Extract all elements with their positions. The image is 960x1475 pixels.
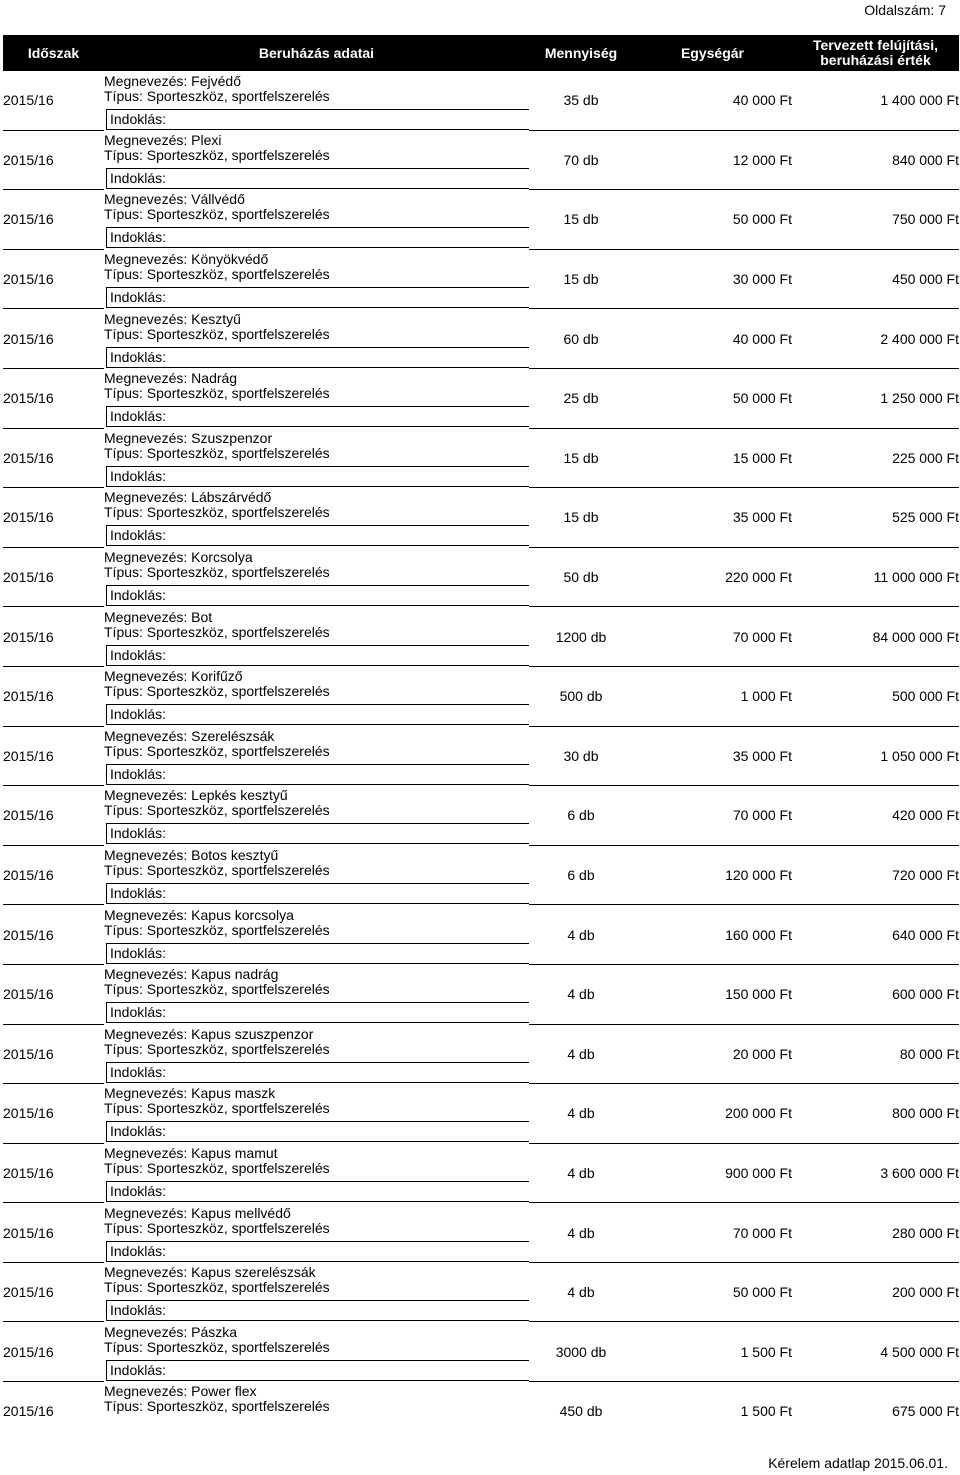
item-name: [104, 74, 529, 89]
item-type: Típus: Sporteszköz, sportfelszerelés: [104, 206, 330, 223]
name-label: Megnevezés:: [104, 191, 192, 208]
item-type: Típus: Sporteszköz, sportfelszerelés: [104, 564, 330, 581]
header-total-line2: beruházási érték: [820, 52, 931, 68]
total-cell: 225 000 Ft: [792, 428, 959, 488]
name-value: Bot: [191, 608, 213, 625]
name-label: Megnevezés:: [104, 131, 192, 148]
quantity-cell: 4 db: [529, 1024, 633, 1084]
table-row: [3, 249, 959, 309]
item-reason: Indoklás:: [106, 347, 529, 368]
quantity-cell: 15 db: [529, 488, 633, 548]
total-cell: 800 000 Ft: [792, 1084, 959, 1144]
item-name: [104, 1384, 529, 1399]
unit-price-cell: 70 000 Ft: [633, 1203, 792, 1263]
name-value: Lábszárvédő: [191, 489, 272, 506]
item-reason: Indoklás:: [106, 1002, 529, 1023]
item-name: [104, 490, 529, 505]
quantity-cell: 500 db: [529, 666, 633, 726]
table-row: [3, 845, 959, 905]
name-label: Megnevezés:: [104, 906, 192, 923]
table-row: [3, 1262, 959, 1322]
name-value: Kapus maszk: [191, 1085, 276, 1102]
item-name: [104, 133, 529, 148]
name-label: Megnevezés:: [104, 787, 192, 804]
total-cell: 1 400 000 Ft: [792, 71, 959, 130]
item-name: [104, 788, 529, 803]
table-row: [3, 726, 959, 786]
period-cell: 2015/16: [3, 666, 104, 726]
header-total: [792, 35, 959, 71]
period-cell: 2015/16: [3, 1262, 104, 1322]
item-reason: Indoklás:: [106, 764, 529, 785]
quantity-cell: 4 db: [529, 964, 633, 1024]
item-name: [104, 1146, 529, 1161]
details-cell: [104, 547, 529, 607]
period-cell: 2015/16: [3, 1024, 104, 1084]
name-label: Megnevezés:: [104, 1085, 192, 1102]
unit-price-cell: 40 000 Ft: [633, 309, 792, 369]
name-label: Megnevezés:: [104, 549, 192, 566]
item-type: Típus: Sporteszköz, sportfelszerelés: [104, 1100, 330, 1117]
details-cell: [104, 368, 529, 428]
unit-price-cell: 15 000 Ft: [633, 428, 792, 488]
item-name: [104, 252, 529, 267]
table-row: [3, 1203, 959, 1263]
details-cell: [104, 1262, 529, 1322]
total-cell: 420 000 Ft: [792, 786, 959, 846]
name-label: Megnevezés:: [104, 489, 192, 506]
name-label: Megnevezés:: [104, 1204, 192, 1221]
name-value: Könyökvédő: [191, 251, 269, 268]
unit-price-cell: 1 500 Ft: [740, 1403, 792, 1420]
item-name: [104, 669, 529, 684]
period-cell: 2015/16: [3, 309, 104, 369]
quantity-cell: 15 db: [529, 190, 633, 250]
period-cell: 2015/16: [3, 428, 104, 488]
details-cell: [104, 1084, 529, 1144]
period-cell: 2015/16: [3, 845, 104, 905]
item-reason: Indoklás:: [106, 1360, 529, 1381]
item-name: [104, 729, 529, 744]
item-reason: Indoklás:: [106, 168, 529, 189]
unit-price-cell: 20 000 Ft: [633, 1024, 792, 1084]
unit-price-cell: 35 000 Ft: [633, 726, 792, 786]
total-cell: 11 000 000 Ft: [792, 547, 959, 607]
item-name: [104, 312, 529, 327]
total-cell: 80 000 Ft: [792, 1024, 959, 1084]
quantity-cell: 450 db: [559, 1403, 603, 1420]
quantity-cell: 4 db: [529, 1262, 633, 1322]
details-cell: [104, 666, 529, 726]
total-cell: 840 000 Ft: [792, 130, 959, 190]
details-cell: [104, 249, 529, 309]
table-row: [3, 190, 959, 250]
name-value: Nadrág: [191, 370, 238, 387]
name-value: Lepkés kesztyű: [191, 787, 288, 804]
item-name: [104, 371, 529, 386]
name-value: Kapus mamut: [191, 1144, 278, 1161]
name-value: Kapus nadrág: [191, 966, 279, 983]
table-row: [3, 368, 959, 428]
period-cell: 2015/16: [3, 71, 104, 130]
period-cell: 2015/16: [3, 905, 104, 965]
details-cell: [104, 845, 529, 905]
total-cell: 675 000 Ft: [892, 1403, 959, 1420]
quantity-cell: 15 db: [529, 249, 633, 309]
item-type: Típus: Sporteszköz, sportfelszerelés: [104, 683, 330, 700]
item-reason: Indoklás:: [106, 525, 529, 546]
item-type: Típus: Sporteszköz, sportfelszerelés: [104, 1279, 330, 1296]
period-cell: 2015/16: [3, 726, 104, 786]
name-value: Fejvédő: [191, 72, 241, 89]
details-cell: [104, 607, 529, 667]
quantity-cell: 4 db: [529, 1084, 633, 1144]
period-cell: 2015/16: [3, 190, 104, 250]
item-reason: Indoklás:: [106, 406, 529, 427]
quantity-cell: 50 db: [529, 547, 633, 607]
item-type: Típus: Sporteszköz, sportfelszerelés: [104, 742, 330, 759]
details-cell: [104, 1024, 529, 1084]
name-value: Kapus szuszpenzor: [191, 1025, 314, 1042]
quantity-cell: 35 db: [529, 71, 633, 130]
details-cell: [104, 1203, 529, 1263]
table-row: [3, 71, 959, 130]
item-reason: Indoklás:: [106, 287, 529, 308]
unit-price-cell: 150 000 Ft: [633, 964, 792, 1024]
total-cell: 1 250 000 Ft: [792, 368, 959, 428]
name-value: Power flex: [191, 1383, 257, 1400]
item-type: Típus: Sporteszköz, sportfelszerelés: [104, 325, 330, 342]
item-reason: Indoklás:: [106, 645, 529, 666]
unit-price-cell: 120 000 Ft: [633, 845, 792, 905]
item-name: [104, 1086, 529, 1101]
name-label: Megnevezés:: [104, 251, 192, 268]
details-cell: [104, 130, 529, 190]
period-cell: 2015/16: [3, 1403, 54, 1420]
period-cell: 2015/16: [3, 1143, 104, 1203]
page-number: Oldalszám: 7: [864, 2, 946, 18]
item-name: [104, 908, 529, 923]
table-row: [3, 309, 959, 369]
item-type: Típus: Sporteszköz, sportfelszerelés: [104, 1338, 330, 1355]
total-cell: 3 600 000 Ft: [792, 1143, 959, 1203]
quantity-cell: 4 db: [529, 1203, 633, 1263]
quantity-cell: 6 db: [529, 786, 633, 846]
unit-price-cell: 900 000 Ft: [633, 1143, 792, 1203]
item-reason: Indoklás:: [106, 704, 529, 725]
unit-price-cell: 30 000 Ft: [633, 249, 792, 309]
quantity-cell: 70 db: [529, 130, 633, 190]
details-cell: [104, 905, 529, 965]
details-cell: [104, 309, 529, 369]
period-cell: 2015/16: [3, 488, 104, 548]
table-row: [3, 666, 959, 726]
item-type: Típus: Sporteszköz, sportfelszerelés: [104, 504, 330, 521]
item-name: [104, 848, 529, 863]
item-type: Típus: Sporteszköz, sportfelszerelés: [104, 87, 330, 104]
total-cell: 4 500 000 Ft: [792, 1322, 959, 1382]
item-reason: Indoklás:: [106, 1181, 529, 1202]
item-reason: Indoklás:: [106, 227, 529, 248]
table-row: [3, 1322, 959, 1382]
table-row: [3, 547, 959, 607]
period-cell: 2015/16: [3, 1084, 104, 1144]
header-period: Időszak: [3, 35, 104, 71]
details-cell: [104, 726, 529, 786]
item-reason: Indoklás:: [106, 466, 529, 487]
item-type: Típus: Sporteszköz, sportfelszerelés: [104, 1159, 330, 1176]
item-type: Típus: Sporteszköz, sportfelszerelés: [104, 802, 330, 819]
header-total-line1: Tervezett felújítási,: [812, 37, 938, 53]
name-label: Megnevezés:: [104, 847, 192, 864]
unit-price-cell: 220 000 Ft: [633, 547, 792, 607]
item-name: [104, 431, 529, 446]
table-row: [3, 1143, 959, 1203]
name-label: Megnevezés:: [104, 429, 192, 446]
item-type: Típus: Sporteszköz, sportfelszerelés: [104, 1040, 330, 1057]
item-name: [104, 967, 529, 982]
unit-price-cell: 12 000 Ft: [633, 130, 792, 190]
unit-price-cell: 1 000 Ft: [633, 666, 792, 726]
details-cell: [104, 428, 529, 488]
unit-price-cell: 1 500 Ft: [633, 1322, 792, 1382]
item-reason: Indoklás:: [106, 1121, 529, 1142]
quantity-cell: 1200 db: [529, 607, 633, 667]
total-cell: 720 000 Ft: [792, 845, 959, 905]
investment-table: [3, 35, 959, 1441]
period-cell: 2015/16: [3, 964, 104, 1024]
total-cell: 84 000 000 Ft: [792, 607, 959, 667]
unit-price-cell: 35 000 Ft: [633, 488, 792, 548]
item-reason: Indoklás:: [106, 1241, 529, 1262]
period-cell: 2015/16: [3, 1322, 104, 1382]
unit-price-cell: 70 000 Ft: [633, 786, 792, 846]
name-value: Vállvédő: [191, 191, 245, 208]
quantity-cell: 60 db: [529, 309, 633, 369]
unit-price-cell: 40 000 Ft: [633, 71, 792, 130]
name-value: Kapus szerelészsák: [191, 1264, 316, 1281]
item-type: Típus: Sporteszköz, sportfelszerelés: [104, 1219, 330, 1236]
total-cell: 1 050 000 Ft: [792, 726, 959, 786]
name-value: Plexi: [191, 131, 222, 148]
quantity-cell: 4 db: [529, 1143, 633, 1203]
table-row: [3, 1024, 959, 1084]
details-cell: [104, 190, 529, 250]
footer-date: Kérelem adatlap 2015.06.01.: [768, 1455, 948, 1471]
name-value: Kapus mellvédő: [191, 1204, 291, 1221]
total-cell: 200 000 Ft: [792, 1262, 959, 1322]
period-cell: 2015/16: [3, 249, 104, 309]
quantity-cell: 15 db: [529, 428, 633, 488]
item-type: Típus: Sporteszköz, sportfelszerelés: [104, 862, 330, 879]
period-cell: 2015/16: [3, 368, 104, 428]
total-cell: 640 000 Ft: [792, 905, 959, 965]
item-type: Típus: Sporteszköz, sportfelszerelés: [104, 444, 330, 461]
name-label: Megnevezés:: [104, 966, 192, 983]
unit-price-cell: 160 000 Ft: [633, 905, 792, 965]
name-label: Megnevezés:: [104, 370, 192, 387]
name-value: Kesztyű: [191, 310, 241, 327]
item-type: Típus: Sporteszköz, sportfelszerelés: [104, 1398, 330, 1415]
details-cell: [104, 1382, 529, 1441]
table-row: [3, 607, 959, 667]
name-label: Megnevezés:: [104, 1323, 192, 1340]
name-label: Megnevezés:: [104, 608, 192, 625]
item-name: [104, 1325, 529, 1340]
total-cell: 750 000 Ft: [792, 190, 959, 250]
item-reason: Indoklás:: [106, 883, 529, 904]
table-row: [3, 488, 959, 548]
item-type: Típus: Sporteszköz, sportfelszerelés: [104, 146, 330, 163]
name-label: Megnevezés:: [104, 72, 192, 89]
total-cell: 525 000 Ft: [792, 488, 959, 548]
name-label: Megnevezés:: [104, 668, 192, 685]
details-cell: [104, 1143, 529, 1203]
total-cell: 280 000 Ft: [792, 1203, 959, 1263]
item-reason: Indoklás:: [106, 1062, 529, 1083]
name-value: Szerelészsák: [191, 727, 275, 744]
item-name: [104, 610, 529, 625]
details-cell: [104, 1322, 529, 1382]
item-type: Típus: Sporteszköz, sportfelszerelés: [104, 981, 330, 998]
unit-price-cell: 50 000 Ft: [633, 368, 792, 428]
table-row: [3, 130, 959, 190]
item-reason: Indoklás:: [106, 109, 529, 130]
item-type: Típus: Sporteszköz, sportfelszerelés: [104, 266, 330, 283]
quantity-cell: 4 db: [529, 905, 633, 965]
item-reason: Indoklás:: [106, 943, 529, 964]
item-type: Típus: Sporteszköz, sportfelszerelés: [104, 385, 330, 402]
item-type: Típus: Sporteszköz, sportfelszerelés: [104, 921, 330, 938]
total-cell: 500 000 Ft: [792, 666, 959, 726]
name-label: Megnevezés:: [104, 310, 192, 327]
item-reason: Indoklás:: [106, 1300, 529, 1321]
name-value: Botos kesztyű: [191, 847, 279, 864]
total-cell: 600 000 Ft: [792, 964, 959, 1024]
name-label: Megnevezés:: [104, 1383, 192, 1400]
name-value: Pászka: [191, 1323, 238, 1340]
table-row: [3, 428, 959, 488]
item-reason: Indoklás:: [106, 823, 529, 844]
unit-price-cell: 200 000 Ft: [633, 1084, 792, 1144]
unit-price-cell: 50 000 Ft: [633, 1262, 792, 1322]
name-value: Korcsolya: [191, 549, 253, 566]
table-row: [3, 964, 959, 1024]
table-row: [3, 1382, 959, 1441]
table-row: [3, 786, 959, 846]
unit-price-cell: 70 000 Ft: [633, 607, 792, 667]
table-header-row: [3, 35, 959, 71]
name-label: Megnevezés:: [104, 727, 192, 744]
item-name: [104, 1206, 529, 1221]
period-cell: 2015/16: [3, 130, 104, 190]
unit-price-cell: 50 000 Ft: [633, 190, 792, 250]
period-cell: 2015/16: [3, 547, 104, 607]
details-cell: [104, 71, 529, 130]
header-quantity: Mennyiség: [529, 35, 633, 71]
header-unit-price: Egységár: [633, 35, 792, 71]
item-type: Típus: Sporteszköz, sportfelszerelés: [104, 623, 330, 640]
item-name: [104, 1265, 529, 1280]
item-name: [104, 1027, 529, 1042]
period-cell: 2015/16: [3, 1203, 104, 1263]
name-value: Kapus korcsolya: [191, 906, 294, 923]
item-name: [104, 192, 529, 207]
item-name: [104, 550, 529, 565]
details-cell: [104, 488, 529, 548]
table-row: [3, 1084, 959, 1144]
period-cell: 2015/16: [3, 607, 104, 667]
quantity-cell: 3000 db: [529, 1322, 633, 1382]
name-value: Szuszpenzor: [191, 429, 273, 446]
details-cell: [104, 964, 529, 1024]
quantity-cell: 6 db: [529, 845, 633, 905]
details-cell: [104, 786, 529, 846]
header-details: Beruházás adatai: [104, 35, 529, 71]
name-value: Korifűző: [191, 668, 243, 685]
table-row: [3, 905, 959, 965]
item-reason: Indoklás:: [106, 585, 529, 606]
quantity-cell: 25 db: [529, 368, 633, 428]
name-label: Megnevezés:: [104, 1264, 192, 1281]
name-label: Megnevezés:: [104, 1025, 192, 1042]
name-label: Megnevezés:: [104, 1144, 192, 1161]
total-cell: 2 400 000 Ft: [792, 309, 959, 369]
period-cell: 2015/16: [3, 786, 104, 846]
total-cell: 450 000 Ft: [792, 249, 959, 309]
quantity-cell: 30 db: [529, 726, 633, 786]
